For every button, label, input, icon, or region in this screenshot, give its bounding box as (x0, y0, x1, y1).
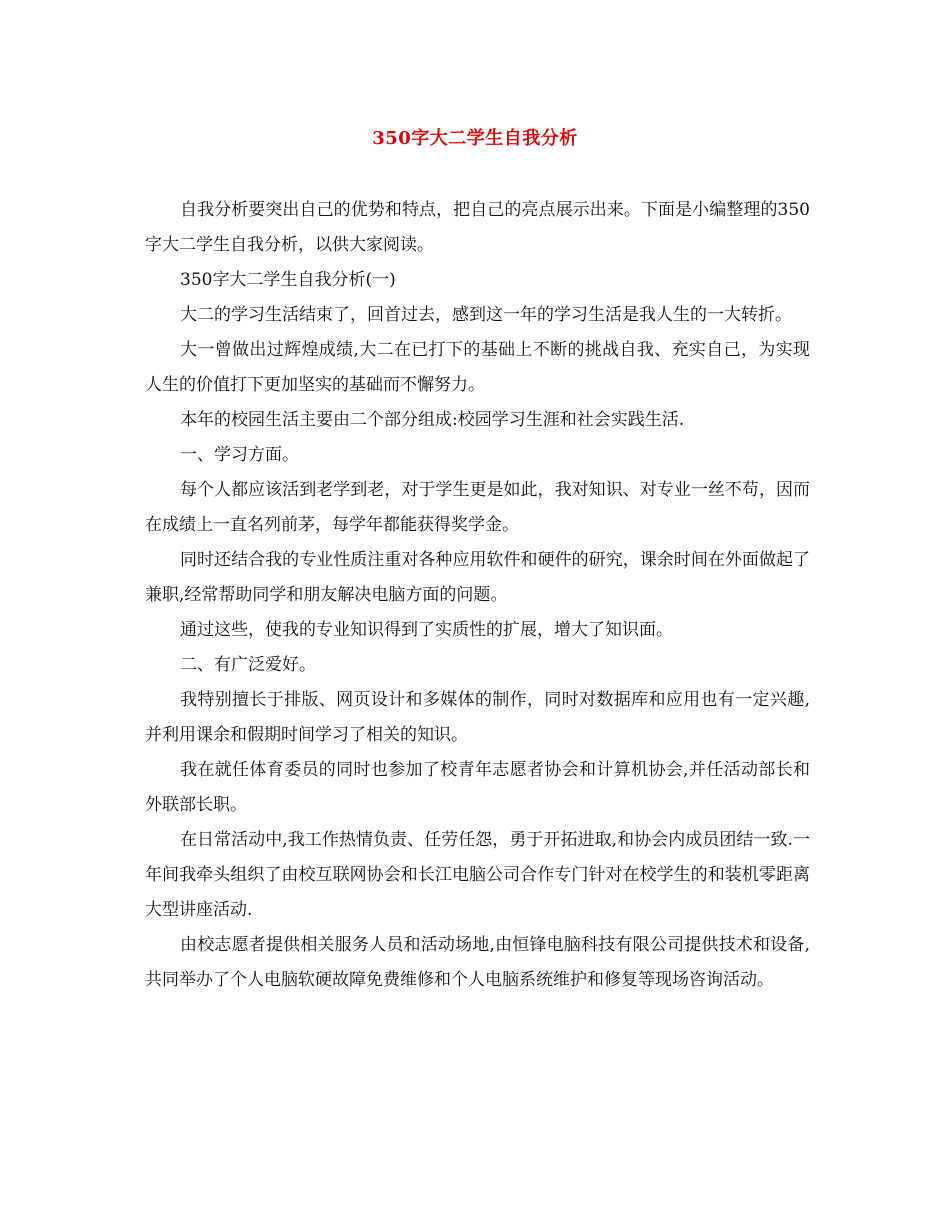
paragraph: 我在就任体育委员的同时也参加了校青年志愿者协会和计算机协会,并任活动部长和外联部长职。 (145, 760, 810, 815)
paragraph: 每个人都应该活到老学到老，对于学生更是如此，我对知识、对专业一丝不苟，因而在成绩上一直名列前茅，每学年都能获得奖学金。 (145, 480, 810, 535)
paragraph: 通过这些，使我的专业知识得到了实质性的扩展，增大了知识面。 (180, 620, 673, 640)
paragraph: 本年的校园生活主要由二个部分组成:校园学习生涯和社会实践生活. (180, 410, 685, 430)
subheading-study: 一、学习方面。 (180, 445, 299, 465)
document-title: 350字大二学生自我分析 (372, 128, 578, 149)
section-heading-1: 350字大二学生自我分析(一) (180, 270, 396, 290)
paragraph: 在日常活动中,我工作热情负责、任劳任怨，勇于开拓进取,和协会内成员团结一致.一年间我牵头组织了由校互联网协会和长江电脑公司合作专门针对在校学生的和装机零距离大型讲座活动. (145, 830, 810, 920)
paragraph: 我特别擅长于排版、网页设计和多媒体的制作，同时对数据库和应用也有一定兴趣,并利用课余和假期时间学习了相关的知识。 (145, 690, 810, 745)
paragraph-intro: 自我分析要突出自己的优势和特点，把自己的亮点展示出来。下面是小编整理的350字大二学生自我分析，以供大家阅读。 (145, 200, 810, 255)
paragraph: 大一曾做出过辉煌成绩,大二在已打下的基础上不断的挑战自我、充实自己，为实现人生的价值打下更加坚实的基础而不懈努力。 (145, 340, 810, 395)
paragraph: 大二的学习生活结束了，回首过去，感到这一年的学习生活是我人生的一大转折。 (180, 305, 792, 325)
paragraph: 由校志愿者提供相关服务人员和活动场地,由恒锋电脑科技有限公司提供技术和设备,共同举办了个人电脑软硬故障免费维修和个人电脑系统维护和修复等现场咨询活动。 (145, 935, 810, 990)
subheading-hobbies: 二、有广泛爱好。 (180, 655, 316, 675)
paragraph: 同时还结合我的专业性质注重对各种应用软件和硬件的研究，课余时间在外面做起了兼职,经常帮助同学和朋友解决电脑方面的问题。 (145, 550, 810, 605)
document-body (145, 193, 810, 998)
